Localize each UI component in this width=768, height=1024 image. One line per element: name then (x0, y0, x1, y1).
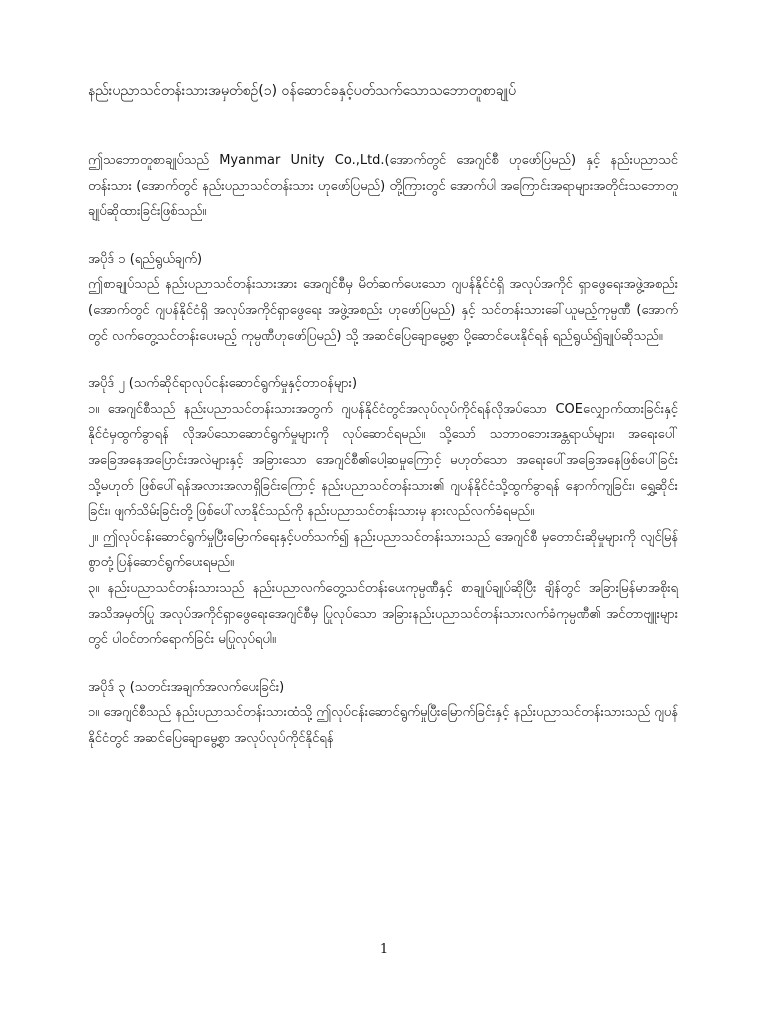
document-title: နည်းပညာသင်တန်းသားအမှတ်စဉ်(၁) ဝန်ဆောင်ခနှင့်ပတ်သက်သောသဘောတူစာချုပ် (88, 83, 517, 99)
section-2-item-3: ၃။ နည်းပညာသင်တန်းသားသည် နည်းပညာလက်တွေ့သင်တန်းပေးကုမ္ပဏီနှင့် စာချုပ်ချုပ်ဆိုပြီး ချိန်တွင် အခြားမြန်မာအစိုးရအသိအမှတ်ပြု အလုပ်အကိုင်ရှာဖွေရေးအေဂျင်စီမှ ပြုလုပ်သော အခြားနည်းပညာသင်တန်းသားလက်ခံကုမ္ပဏီ၏ အင်တာဗျူးများတွင် ပါဝင်တက်ရောက်ခြင်း မပြုလုပ်ရပါ။ (88, 580, 678, 648)
page-number: 1 (379, 942, 389, 957)
section-3-heading: အပိုဒ် ၃ (သတင်းအချက်အလက်ပေးခြင်း) (88, 679, 285, 695)
intro-paragraph: ဤသဘောတူစာချုပ်သည် Myanmar Unity Co.,Ltd.(အောက်တွင် အေဂျင်စီ ဟုဖော်ပြမည်) နှင့် နည်းပညာသင်တန်းသား (အောက်တွင် နည်းပညာသင်တန်းသား ဟုဖော်ပြမည်) တို့ကြားတွင် အောက်ပါ အကြောင်းအရာများအတိုင်းသဘောတူချုပ်ဆိုထားခြင်းဖြစ်သည်။ (88, 153, 678, 220)
document-body (88, 148, 678, 751)
section-2-heading: အပိုဒ် ၂ (သက်ဆိုင်ရာလုပ်ငန်းဆောင်ရွက်မှုနှင့်တာဝန်များ) (88, 376, 358, 392)
section-3-item-1: ၁။ အေဂျင်စီသည် နည်းပညာသင်တန်းသားထံသို့ ဤလုပ်ငန်းဆောင်ရွက်မှုပြီးမြောက်ခြင်းနှင့် နည်းပညာသင်တန်းသားသည် ဂျပန်နိုင်ငံတွင် အဆင်ပြေချောမွေ့စွာ အလုပ်လုပ်ကိုင်နိုင်ရန် (88, 705, 678, 746)
section-1-paragraph: ဤစာချုပ်သည် နည်းပညာသင်တန်းသားအား အေဂျင်စီမှ မိတ်ဆက်ပေးသော ဂျပန်နိုင်ငံရှိ အလုပ်အကိုင် ရှာဖွေရေးအဖွဲ့အစည်း (အောက်တွင် ဂျပန်နိုင်ငံရှိ အလုပ်အကိုင်ရှာဖွေရေး အဖွဲ့အစည်း ဟုဖော်ပြမည်) နှင့် သင်တန်းသားခေါ်ယူမည့်ကုမ္ပဏီ (အောက်တွင် လက်တွေ့သင်တန်းပေးမည့် ကုမ္ပဏီဟုဖော်ပြမည်) သို့ အဆင်ပြေချောမွေ့စွာ ပို့ဆောင်ပေးနိုင်ရန် ရည်ရွယ်၍ချုပ်ဆိုသည်။ (88, 277, 678, 344)
section-gap (88, 653, 678, 675)
section-gap (88, 349, 678, 371)
section-gap (88, 225, 678, 247)
section-1-heading: အပိုဒ် ၁ (ရည်ရွယ်ချက်) (88, 251, 203, 267)
section-2-item-2: ၂။ ဤလုပ်ငန်းဆောင်ရွက်မှုပြီးမြောက်ရေးနှင့်ပတ်သက်၍ နည်းပညာသင်တန်းသားသည် အေဂျင်စီ မှတောင်းဆိုမှုများကို လျင်မြန်စွာတုံ့ပြန်ဆောင်ရွက်ပေးရမည်။ (88, 529, 678, 571)
section-2-item-1: ၁။ အေဂျင်စီသည် နည်းပညာသင်တန်းသားအတွက် ဂျပန်နိုင်ငံတွင်အလုပ်လုပ်ကိုင်ရန်လိုအပ်သော COEလျှောက်ထားခြင်းနှင့် နိုင်ငံမှထွက်ခွာရန် လိုအပ်သောဆောင်ရွက်မှုများကို လုပ်ဆောင်ရမည်။ သို့သော် သဘာဝဘေးအန္တရာယ်များ၊ အရေးပေါ်အခြေအနေအပြောင်းအလဲများနှင့် အခြားသော အေဂျင်စီ၏ပေါ့ဆမှုကြောင့် မဟုတ်သော အရေးပေါ်အခြေအနေဖြစ်ပေါ်ခြင်း သို့မဟုတ် ဖြစ်ပေါ်ရန်အလားအလာရှိခြင်းကြောင့် နည်းပညာသင်တန်းသား၏ ဂျပန်နိုင်ငံသို့ထွက်ခွာရန် နောက်ကျခြင်း၊ ရွှေ့ဆိုင်းခြင်း၊ ဖျက်သိမ်းခြင်းတို့ ဖြစ်ပေါ်လာနိုင်သည်ကို နည်းပညာသင်တန်းသားမှ နားလည်လက်ခံရမည်။ (88, 401, 678, 520)
